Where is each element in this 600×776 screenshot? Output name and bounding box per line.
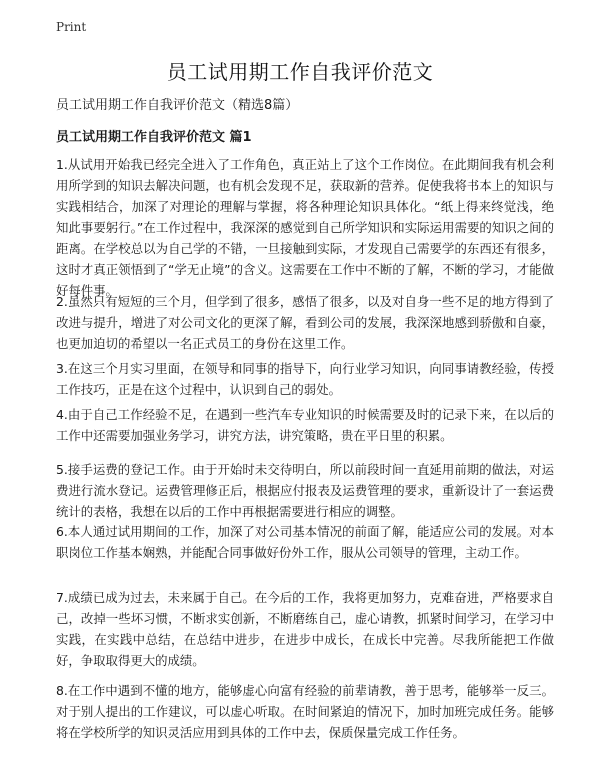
document-subtitle: 员工试用期工作自我评价范文（精选8篇）: [56, 98, 299, 113]
paragraph-3: 3.在这三个月实习里面，在领导和同事的指导下，向行业学习知识，向同事请教经验，传授工作技巧，正是在这个过程中，认识到自己的弱处。: [56, 361, 554, 397]
print-label: Print: [56, 20, 87, 34]
section-heading: 员工试用期工作自我评价范文 篇1: [56, 130, 252, 145]
paragraph-1: 1.从试用开始我已经完全进入了工作角色，真正站上了这个工作岗位。在此期间我有机会利用所学到的知识去解决问题，也有机会发现不足，获取新的营养。促使我将书本上的知识与实践相结合，加深了对理论的理解与掌握，将各种理论知识具体化。“纸上得来终觉浅，绝知此事要躬行。”在工作过程中，我深深的感觉到自己所学知识和实际运用需要的知识之间的距离。在学校总以为自己学的不错，一旦接触到实际，才发现自己需要学的东西还有很多，这时才真正领悟到了“学无止境”的含义。这需要在工作中不断的了解，不断的学习，才能做好每件事。: [56, 157, 554, 298]
paragraph-2: 2.虽然只有短短的三个月，但学到了很多，感悟了很多，以及对自身一些不足的地方得到了改进与提升，增进了对公司文化的更深了解，看到公司的发展，我深深地感到骄傲和自豪，也更加迫切的希望以一名正式员工的身份在这里工作。: [56, 294, 554, 351]
paragraph-6: 6.本人通过试用期间的工作，加深了对公司基本情况的前面了解，能适应公司的发展。对本职岗位工作基本娴熟，并能配合同事做好份外工作，服从公司领导的管理，主动工作。: [56, 524, 554, 560]
paragraph-8: 8.在工作中遇到不懂的地方，能够虚心向富有经验的前辈请教，善于思考，能够举一反三。对于别人提出的工作建议，可以虚心听取。在时间紧迫的情况下，加时加班完成任务。能够将在学校所学的知识灵活应用到具体的工作中去，保质保量完成工作任务。: [56, 683, 554, 740]
paragraph-7: 7.成绩已成为过去，未来属于自己。在今后的工作，我将更加努力，克难奋进，严格要求自己，改掉一些坏习惯，不断求实创新，不断磨练自己，虚心请教，抓紧时间学习，在学习中实践，在实践中总结，在总结中进步，在进步中成长，在成长中完善。尽我所能把工作做好，争取取得更大的成绩。: [56, 590, 554, 668]
paragraph-4: 4.由于自己工作经验不足，在遇到一些汽车专业知识的时候需要及时的记录下来，在以后的工作中还需要加强业务学习，讲究方法，讲究策略，贵在平日里的积累。: [56, 407, 554, 443]
document-title: 员工试用期工作自我评价范文: [166, 60, 434, 84]
paragraph-5: 5.接手运费的登记工作。由于开始时未交待明白，所以前段时间一直延用前期的做法，对运费进行流水登记。运费管理修正后，根据应付报表及运费管理的要求，重新设计了一套运费统计的表格，我想在以后的工作中再根据需要进行相应的调整。: [56, 462, 554, 519]
